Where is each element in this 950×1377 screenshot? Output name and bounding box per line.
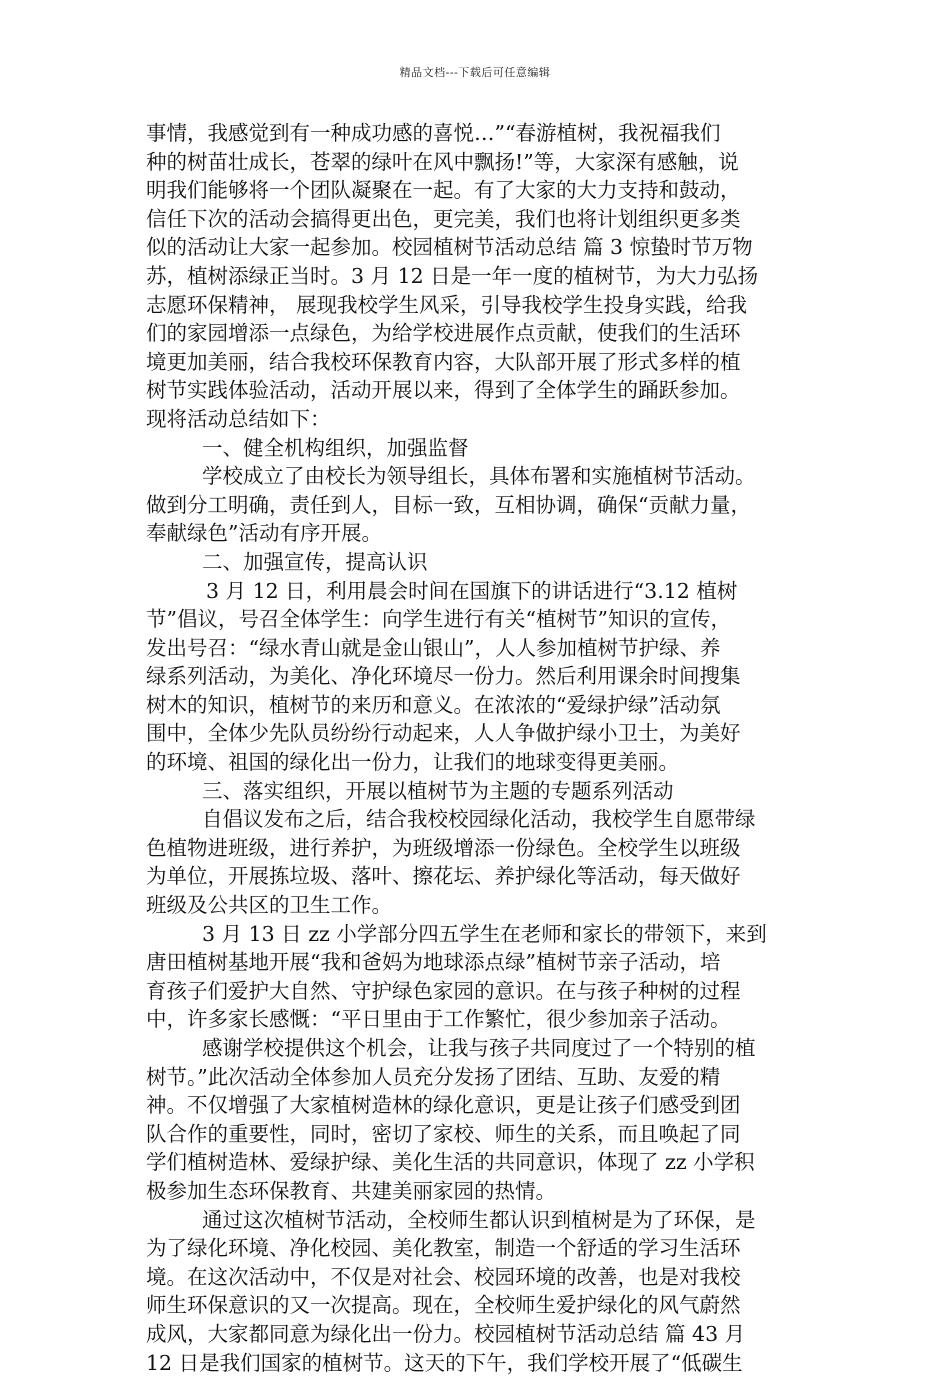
text-line: 围中，全体少先队员纷纷行动起来，人人争做护绿小卫士，为美好 [146, 721, 741, 746]
section-heading: 一、健全机构组织，加强监督 [202, 435, 469, 460]
text-line: 现将活动总结如下： [146, 406, 331, 431]
text-line: 为单位，开展拣垃圾、落叶、擦花坛、养护绿化等活动，每天做好 [146, 864, 741, 889]
text-line: 极参加生态环保教育、共建美丽家园的热情。 [146, 1178, 556, 1203]
text-line: 唐田植树基地开展“我和爸妈为地球添点绿”植树节亲子活动，培 [146, 950, 721, 975]
text-line: 奉献绿色”活动有序开展。 [146, 521, 382, 546]
text-line: 师生环保意识的又一次提高。现在，全校师生爱护绿化的风气蔚然 [146, 1293, 741, 1318]
text-line: 似的活动让大家一起参加。校园植树节活动总结 篇 3 惊蛰时节万物 [146, 235, 753, 260]
text-line: 境。在这次活动中，不仅是对社会、校园环境的改善，也是对我校 [146, 1264, 741, 1289]
section-heading: 三、落实组织，开展以植树节为主题的专题系列活动 [202, 778, 674, 803]
text-line: 明我们能够将一个团队凝聚在一起。有了大家的大力支持和鼓动， [146, 178, 741, 203]
text-line: 育孩子们爱护大自然、守护绿色家园的意识。在与孩子种树的过程 [146, 978, 741, 1003]
paragraph-start: 3 月 12 日，利用晨会时间在国旗下的讲话进行“3.12 植树 [206, 578, 738, 603]
text-line: 发出号召：“绿水青山就是金山银山”，人人参加植树节护绿、养 [146, 635, 721, 660]
text-line: 树节实践体验活动，活动开展以来，得到了全体学生的踊跃参加。 [146, 378, 741, 403]
text-line: 中，许多家长感慨：“平日里由于工作繁忙，很少参加亲子活动。 [146, 1007, 731, 1032]
text-line: 信任下次的活动会搞得更出色，更完美，我们也将计划组织更多类 [146, 206, 741, 231]
section-heading: 二、加强宣传，提高认识 [202, 549, 428, 574]
text-line: 树木的知识，植树节的来历和意义。在浓浓的“爱绿护绿”活动氛 [146, 692, 721, 717]
text-line: 节”倡议，号召全体学生：向学生进行有关“植树节”知识的宣传， [146, 607, 731, 632]
text-line: 12 日是我们国家的植树节。这天的下午，我们学校开展了“低碳生 [146, 1350, 743, 1375]
paragraph-start: 感谢学校提供这个机会，让我与孩子共同度过了一个特别的植 [202, 1036, 756, 1060]
text-line: 苏，植树添绿正当时。3 月 12 日是一年一度的植树节，为大力弘扬 [146, 263, 759, 288]
text-line: 为了绿化环境、净化校园、美化教室，制造一个舒适的学习生活环 [146, 1236, 741, 1261]
text-line: 们的家园增添一点绿色，为给学校进展作点贡献，使我们的生活环 [146, 321, 741, 346]
text-line: 的环境、祖国的绿化出一份力，让我们的地球变得更美丽。 [146, 750, 679, 775]
text-line: 班级及公共区的卫生工作。 [146, 893, 392, 918]
text-line: 境更加美丽，结合我校环保教育内容，大队部开展了形式多样的植 [146, 349, 741, 374]
text-line: 种的树苗壮成长，苍翠的绿叶在风中飘扬!”等，大家深有感触，说 [146, 149, 739, 174]
document-body [146, 119, 806, 1377]
text-line: 事情，我感觉到有一种成功感的喜悦…”“春游植树，我祝福我们 [146, 121, 721, 145]
paragraph-start: 自倡议发布之后，结合我校校园绿化活动，我校学生自愿带绿 [202, 807, 756, 832]
paragraph-start: 通过这次植树节活动，全校师生都认识到植树是为了环保，是 [202, 1207, 756, 1232]
paragraph-start: 学校成立了由校长为领导组长，具体布署和实施植树节活动。 [202, 464, 756, 489]
text-line: 神。不仅增强了大家植树造林的绿化意识，更是让孩子们感受到团 [146, 1093, 741, 1118]
text-line: 绿系列活动，为美化、净化环境尽一份力。然后利用课余时间搜集 [146, 664, 741, 689]
text-line: 树节。”此次活动全体参加人员充分发扬了团结、互助、友爱的精 [146, 1064, 721, 1089]
text-line: 做到分工明确，责任到人，目标一致，互相协调，确保“贡献力量， [146, 492, 751, 517]
text-line: 色植物进班级，进行养护，为班级增添一份绿色。全校学生以班级 [146, 835, 741, 860]
text-line: 学们植树造林、爱绿护绿、美化生活的共同意识，体现了 zz 小学积 [146, 1150, 755, 1175]
page-header: 精品文档---下载后可任意编辑 [399, 66, 551, 79]
text-line: 队合作的重要性，同时，密切了家校、师生的关系，而且唤起了同 [146, 1121, 741, 1146]
paragraph-start: 3 月 13 日 zz 小学部分四五学生在老师和家长的带领下，来到 [202, 921, 767, 946]
text-line: 成风，大家都同意为绿化出一份力。校园植树节活动总结 篇 43 月 [146, 1321, 746, 1346]
text-line: 志愿环保精神， 展现我校学生风采，引导我校学生投身实践，给我 [146, 292, 748, 317]
